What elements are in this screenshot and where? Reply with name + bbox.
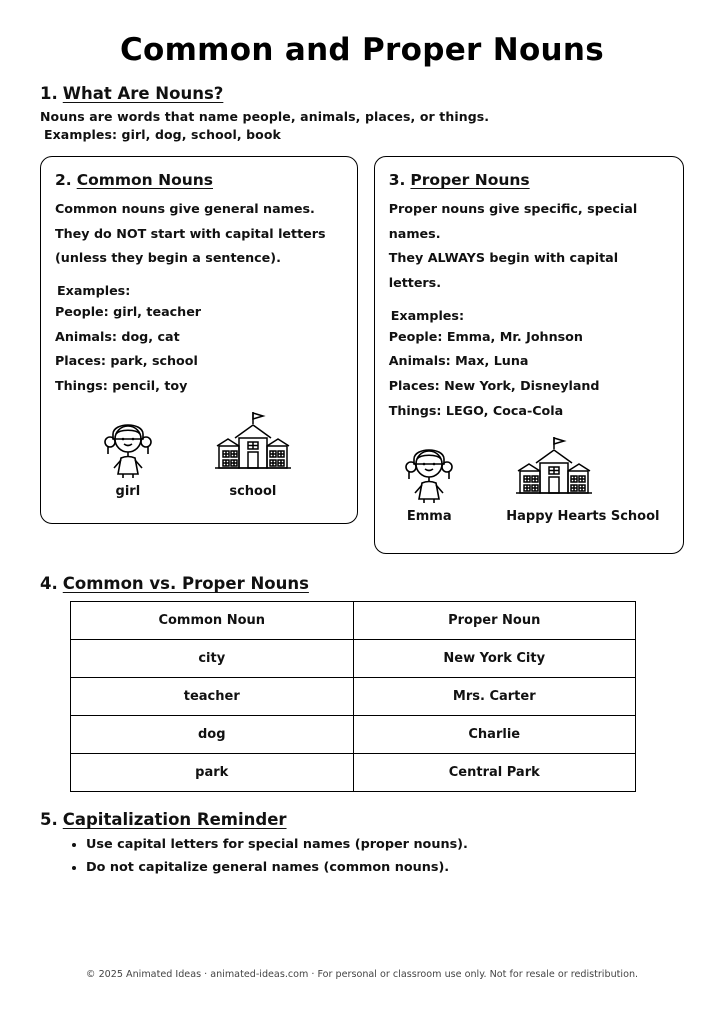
list-item: • Do not capitalize general names (common nouns). <box>86 860 684 875</box>
proper-nouns-p3: They ALWAYS begin with capital <box>388 250 619 266</box>
table-cell-proper: Central Park <box>353 754 636 792</box>
spacer <box>55 273 343 283</box>
section-5-title: Capitalization Reminder <box>62 810 287 829</box>
table-row <box>71 640 636 678</box>
table-cell-common: city <box>71 640 354 678</box>
common-nouns-example-people: People: girl, teacher <box>55 304 202 320</box>
section-1-line-1: Nouns are words that name people, animals, places, or things. <box>40 109 490 124</box>
section-what-are-nouns <box>40 84 684 142</box>
table-header-row <box>71 602 636 640</box>
section-1-title: What Are Nouns? <box>62 84 224 103</box>
section-4-heading <box>40 574 684 593</box>
card-common-nouns <box>40 156 358 524</box>
page-title: Common and Proper Nouns <box>119 32 605 68</box>
footer-copyright: © 2025 Animated Ideas · animated-ideas.com · For personal or classroom use only. Not for resale or redistribution. <box>85 969 639 980</box>
proper-nouns-figures <box>389 433 669 524</box>
figure-girl-caption: girl <box>115 483 141 499</box>
common-nouns-example-animals: Animals: dog, cat <box>55 328 180 344</box>
section-1-line-2: Examples: girl, dog, school, book <box>44 127 281 142</box>
common-nouns-example-things: Things: pencil, toy <box>55 378 188 394</box>
girl-icon <box>398 437 460 505</box>
section-1-number: 1. <box>40 84 58 103</box>
reminder-list <box>40 837 684 875</box>
proper-nouns-example-things: Things: LEGO, Coca-Cola <box>388 402 564 418</box>
proper-nouns-example-places: Places: New York, Disneyland <box>388 378 600 394</box>
section-comparison <box>40 574 684 792</box>
proper-nouns-example-people: People: Emma, Mr. Johnson <box>388 328 583 344</box>
table-header-common: Common Noun <box>71 602 354 640</box>
list-item: • Use capital letters for special names (proper nouns). <box>86 837 684 852</box>
common-nouns-example-places: Places: park, school <box>55 353 198 369</box>
figure-happy-hearts-school-caption: Happy Hearts School <box>506 508 660 524</box>
table-row <box>71 754 636 792</box>
section-4-title: Common vs. Proper Nouns <box>62 574 309 593</box>
figure-emma-caption: Emma <box>406 508 452 524</box>
girl-icon <box>97 412 159 480</box>
table-cell-proper: Charlie <box>353 716 636 754</box>
proper-nouns-p1: Proper nouns give specific, special <box>388 201 638 216</box>
card-proper-nouns <box>374 156 684 554</box>
table-cell-proper: New York City <box>353 640 636 678</box>
section-3-heading <box>389 171 669 189</box>
school-building-icon <box>205 408 301 480</box>
proper-nouns-examples-label: Examples: <box>390 307 465 323</box>
table-row <box>71 678 636 716</box>
table-cell-proper: Mrs. Carter <box>353 678 636 716</box>
proper-nouns-p4: letters. <box>388 275 442 291</box>
common-nouns-examples-label: Examples: <box>57 283 131 299</box>
section-3-number: 3. <box>388 171 406 189</box>
table-cell-common: teacher <box>71 678 354 716</box>
common-nouns-p2: They do NOT start with capital letters <box>55 225 326 241</box>
section-2-title: Common Nouns <box>76 171 214 189</box>
common-nouns-figures <box>55 408 343 499</box>
table-cell-common: dog <box>71 716 354 754</box>
section-3-title: Proper Nouns <box>410 171 530 189</box>
spacer <box>389 298 669 308</box>
common-nouns-p1: Common nouns give general names. <box>55 201 315 216</box>
section-5-heading <box>40 810 684 829</box>
section-4-number: 4. <box>40 574 58 593</box>
comparison-table <box>70 601 636 792</box>
figure-school <box>205 408 301 499</box>
noun-type-cards <box>40 156 684 554</box>
school-building-icon <box>506 433 659 505</box>
figure-happy-hearts-school <box>506 433 659 524</box>
common-nouns-p3: (unless they begin a sentence). <box>55 250 281 266</box>
figure-girl <box>97 412 159 499</box>
section-2-heading <box>55 171 343 189</box>
figure-school-caption: school <box>229 483 277 499</box>
figure-emma <box>398 437 460 524</box>
table-row <box>71 716 636 754</box>
proper-nouns-example-animals: Animals: Max, Luna <box>388 353 529 369</box>
section-capitalization-reminder <box>40 810 684 875</box>
section-2-number: 2. <box>55 171 72 189</box>
table-cell-common: park <box>71 754 354 792</box>
section-5-number: 5. <box>40 810 58 829</box>
proper-nouns-p2: names. <box>388 225 441 241</box>
section-1-heading <box>40 84 684 103</box>
table-header-proper: Proper Noun <box>353 602 636 640</box>
